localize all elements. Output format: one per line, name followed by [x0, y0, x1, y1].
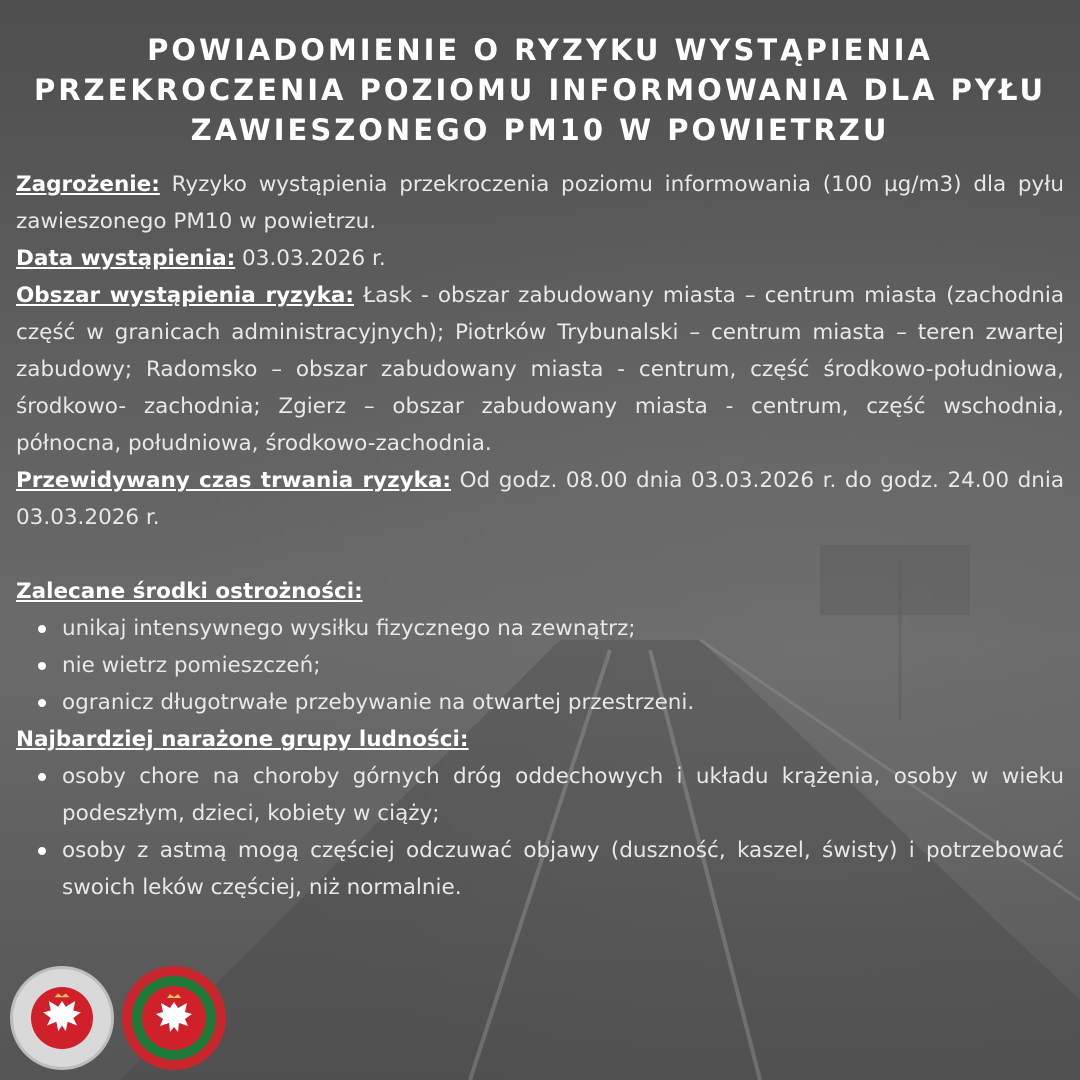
list-item: nie wietrz pomieszczeń; [62, 647, 1064, 684]
groups-list [16, 758, 1064, 906]
date-paragraph [16, 240, 1064, 277]
precautions-label: Zalecane środki ostrożności: [16, 579, 363, 604]
groups-label: Najbardziej narażone grupy ludności: [16, 727, 469, 752]
list-item: osoby z astmą mogą częściej odczuwać objawy (duszność, kaszel, świsty) i potrzebować swoich leków częściej, niż normalnie. [62, 832, 1064, 906]
urzad-wojewodzki-logo [10, 966, 114, 1070]
threat-label: Zagrożenie: [16, 172, 160, 197]
threat-text: Ryzyko wystąpienia przekroczenia poziomu informowania (100 µg/m3) dla pyłu zawieszonego PM10 w powietrzu. [16, 172, 1064, 234]
page-title: POWIADOMIENIE O RYZYKU WYSTĄPIENIA PRZEKROCZENIA POZIOMU INFORMOWANIA DLA PYŁU ZAWIESZONEGO PM10 W POWIETRZU [33, 33, 1047, 147]
duration-text: Od godz. 08.00 dnia 03.03.2026 r. do godz. 24.00 dnia 03.03.2026 r. [16, 468, 1064, 530]
area-text: Łask - obszar zabudowany miasta – centrum miasta (zachodnia część w granicach administracyjnych); Piotrków Trybunalski – centrum miasta – teren zwartej zabudowy; Radomsko – obszar zabudowany miasta - centrum, część środkowo-południowa, środkowo- zachodnia; Zgierz – obszar zabudowany miasta - centrum, część wschodnia, północna, południowa, środkowo-zachodnia. [16, 283, 1064, 456]
logos [10, 966, 226, 1070]
inspekcja-ochrony-srodowiska-logo [122, 966, 226, 1070]
list-item: ogranicz długotrwałe przebywanie na otwartej przestrzeni. [62, 684, 1064, 721]
notice-content [16, 30, 1064, 906]
list-item: osoby chore na choroby górnych dróg oddechowych i układu krążenia, osoby w wieku podeszłym, dzieci, kobiety w ciąży; [62, 758, 1064, 832]
duration-label: Przewidywany czas trwania ryzyka: [16, 468, 452, 493]
date-text: 03.03.2026 r. [235, 246, 386, 271]
precautions-list [16, 610, 1064, 721]
date-label: Data wystąpienia: [16, 246, 236, 271]
notice-body [16, 166, 1064, 906]
precautions-heading [16, 573, 1064, 610]
white-eagle-icon [122, 966, 226, 1070]
threat-paragraph [16, 166, 1064, 240]
duration-paragraph [16, 462, 1064, 536]
area-paragraph [16, 277, 1064, 462]
list-item: unikaj intensywnego wysiłku fizycznego na zewnątrz; [62, 610, 1064, 647]
spacer [16, 536, 1064, 573]
area-label: Obszar wystąpienia ryzyka: [16, 283, 355, 308]
groups-heading [16, 721, 1064, 758]
white-eagle-icon [13, 969, 111, 1067]
